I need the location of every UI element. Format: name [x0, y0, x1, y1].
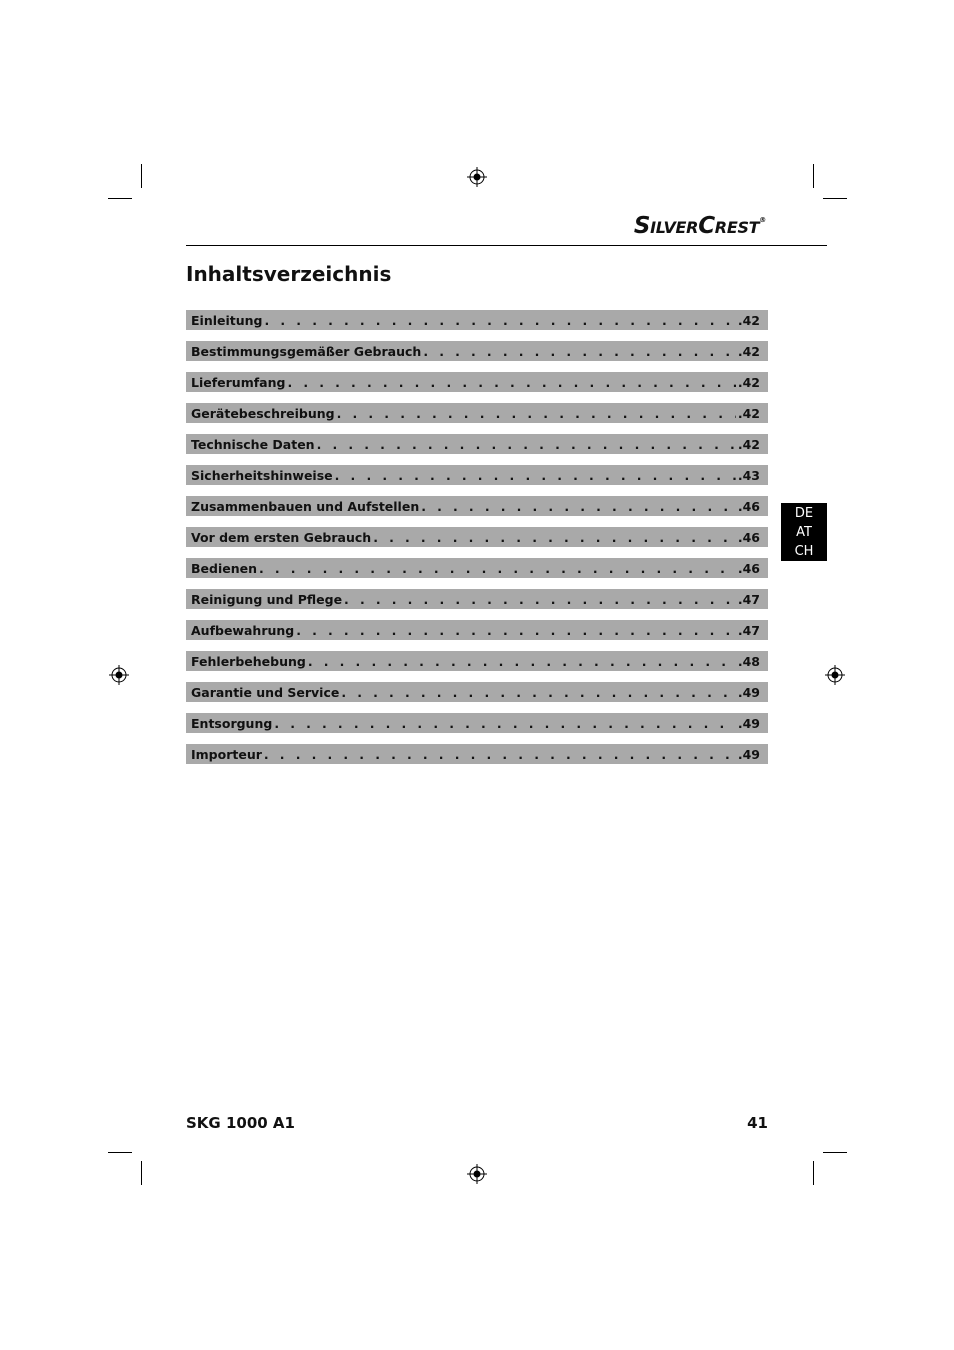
toc-entry[interactable] [186, 558, 768, 578]
toc-entry-label: Aufbewahrung [191, 622, 295, 638]
brand-logo-part: C [698, 213, 715, 239]
leader-dots [274, 716, 736, 731]
crop-mark [813, 164, 814, 188]
leader-dots [308, 654, 736, 669]
toc-entry-label: Bestimmungsgemäßer Gebrauch [191, 343, 422, 359]
leader-dots [341, 685, 735, 700]
language-code: DE [794, 505, 814, 521]
toc-entry[interactable] [186, 372, 768, 392]
leader-dots [287, 375, 735, 390]
toc-entry[interactable] [186, 310, 768, 330]
page-title: Inhaltsverzeichnis [186, 262, 392, 286]
crop-mark [823, 198, 847, 199]
leader-dots [317, 437, 736, 452]
brand-logo-part: S [633, 213, 651, 239]
leader-dots [335, 468, 736, 483]
toc-entry-label: Garantie und Service [191, 684, 340, 700]
toc-entry-page: .42 [737, 436, 760, 452]
toc-entry[interactable] [186, 341, 768, 361]
toc-entry-page: .46 [737, 529, 760, 545]
toc-entry-page: .47 [737, 591, 760, 607]
leader-dots [296, 623, 736, 638]
toc-entry-page: .48 [737, 653, 760, 669]
toc-entry-label: Fehlerbehebung [191, 653, 306, 669]
brand-logo-part: REST [714, 218, 760, 237]
toc-entry[interactable] [186, 651, 768, 671]
crop-mark [823, 1152, 847, 1153]
crop-mark [108, 198, 132, 199]
toc-entry[interactable] [186, 403, 768, 423]
language-tab [781, 503, 827, 561]
toc-entry[interactable] [186, 496, 768, 516]
footer-page-number: 41 [747, 1114, 768, 1132]
brand-logo-part: ILVER [650, 218, 699, 237]
leader-dots [344, 592, 736, 607]
leader-dots [423, 344, 736, 359]
toc-entry-page: .42 [737, 312, 760, 328]
toc-entry-label: Lieferumfang [191, 374, 286, 390]
toc-entry-page: .46 [737, 498, 760, 514]
toc-entry-label: Importeur [191, 746, 262, 762]
toc-entry-label: Vor dem ersten Gebrauch [191, 529, 372, 545]
registration-mark-icon [109, 665, 129, 685]
toc-entry[interactable] [186, 589, 768, 609]
toc-entry-page: .43 [737, 467, 760, 483]
toc-entry-page: .42 [737, 405, 760, 421]
leader-dots [264, 747, 736, 762]
crop-mark [813, 1161, 814, 1185]
toc-entry[interactable] [186, 620, 768, 640]
crop-mark [108, 1152, 132, 1153]
language-code: AT [796, 524, 812, 540]
toc-entry-label: Technische Daten [191, 436, 315, 452]
crop-mark [141, 1161, 142, 1185]
toc-entry[interactable] [186, 682, 768, 702]
toc-entry[interactable] [186, 713, 768, 733]
language-code: CH [794, 543, 814, 559]
registered-mark: ® [759, 216, 766, 224]
leader-dots [421, 499, 736, 514]
registration-mark-icon [825, 665, 845, 685]
toc-entry[interactable] [186, 744, 768, 764]
toc-entry-page: .49 [737, 684, 760, 700]
leader-dots [337, 406, 736, 421]
registration-mark-icon [467, 1164, 487, 1184]
toc-entry-page: .47 [737, 622, 760, 638]
toc-entry[interactable] [186, 465, 768, 485]
toc-entry-label: Bedienen [191, 560, 257, 576]
toc-entry-label: Entsorgung [191, 715, 273, 731]
toc-entry-page: .42 [737, 374, 760, 390]
toc-entry-label: Einleitung [191, 312, 263, 328]
toc-entry-page: .46 [737, 560, 760, 576]
leader-dots [373, 530, 736, 545]
brand-logo [634, 213, 766, 239]
header-rule [186, 245, 827, 246]
toc-entry-label: Reinigung und Pflege [191, 591, 343, 607]
toc-entry-label: Zusammenbauen und Aufstellen [191, 498, 420, 514]
toc-entry-label: Sicherheitshinweise [191, 467, 333, 483]
toc-entry[interactable] [186, 434, 768, 454]
toc-entry-page: .42 [737, 343, 760, 359]
toc-entry-label: Gerätebeschreibung [191, 405, 335, 421]
toc-entry[interactable] [186, 527, 768, 547]
toc-entry-page: .49 [737, 715, 760, 731]
table-of-contents [186, 310, 768, 775]
leader-dots [265, 313, 736, 328]
toc-entry-page: .49 [737, 746, 760, 762]
registration-mark-icon [467, 167, 487, 187]
footer-model-number: SKG 1000 A1 [186, 1114, 295, 1132]
leader-dots [259, 561, 736, 576]
crop-mark [141, 164, 142, 188]
